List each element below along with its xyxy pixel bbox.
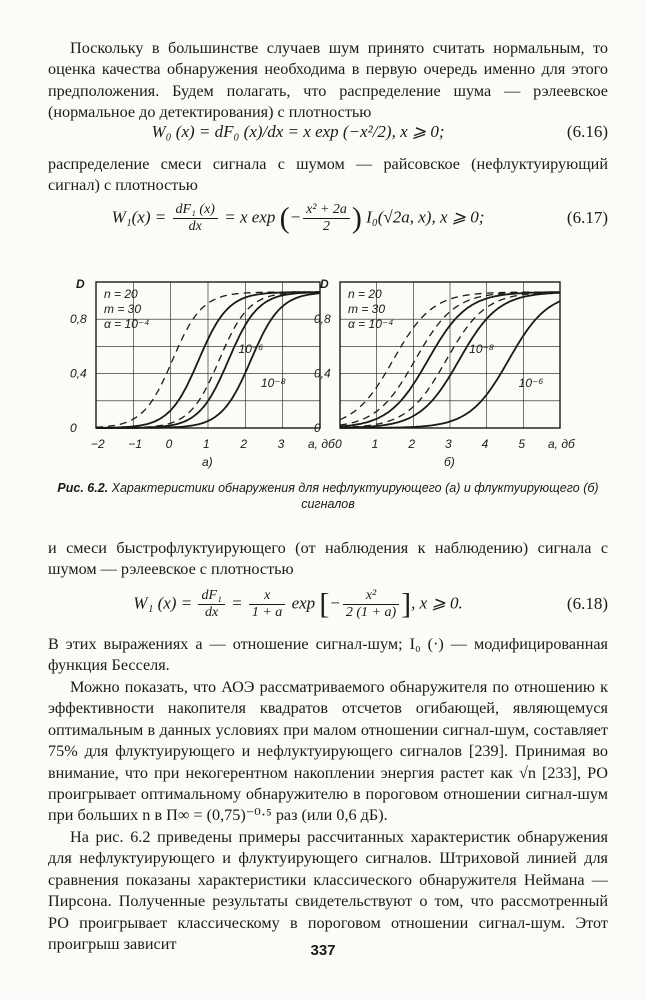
- x-tick-label: 0: [165, 437, 173, 451]
- curve-label: 10⁻⁶: [518, 376, 544, 391]
- equation-number: (6.18): [566, 594, 608, 613]
- curve-label: 10⁻⁸: [469, 342, 495, 357]
- x-tick-label: 5: [518, 437, 526, 451]
- y-axis-label: D: [76, 277, 85, 291]
- eq-equals: =: [231, 593, 243, 613]
- y-tick-label: 0,4: [70, 366, 87, 381]
- eq-tail: I₀(√2a, x), x ⩾ 0;: [366, 207, 485, 227]
- equation-body: W₀ (x) = dF₀ (x)/dx = x exp (−x²/2), x ⩾ 0;: [151, 122, 445, 141]
- eq-fraction: $\frac{\text{x² + 2a}}{2}$: [303, 202, 350, 235]
- eq-mid: = x exp: [224, 207, 276, 227]
- y-tick-label: 0,8: [70, 312, 87, 327]
- y-tick-label: 0: [70, 421, 77, 435]
- panel-sublabel: б): [444, 455, 455, 469]
- paragraph-definitions: В этих выражениях a — отношение сигнал-шум; I₀ (·) — модифицированная функция Бесселя.: [48, 635, 608, 675]
- x-tick-label: 1: [371, 437, 379, 451]
- plot-parameter: α = 10⁻⁴: [104, 317, 150, 331]
- figure-panel-b: [314, 277, 576, 469]
- plot-parameter: m = 30: [348, 302, 386, 316]
- x-tick-label: −2: [91, 437, 105, 451]
- eq-lhs: W₁ (x) =: [133, 593, 193, 613]
- plot-parameter: n = 20: [104, 287, 138, 301]
- eq-fraction: $\frac{\text{dF₁ (x)}}{dx}$: [173, 202, 218, 235]
- plot-parameter: n = 20: [348, 287, 382, 301]
- curve-label: 10⁻⁸: [260, 376, 286, 391]
- x-tick-label: 2: [240, 437, 248, 451]
- y-tick-label: 0: [314, 421, 321, 435]
- caption-label: Рис. 6.2.: [57, 481, 109, 495]
- x-tick-label: 0: [335, 437, 342, 451]
- plot-parameter: α = 10⁻⁴: [348, 317, 394, 331]
- panel-sublabel: а): [202, 455, 213, 469]
- paragraph-fast-fluctuating: и смеси быстрофлуктуирующего (от наблюдения к наблюдению) сигнала с шумом — рэлеевское с плотностью: [48, 539, 608, 579]
- equation-number: (6.16): [566, 122, 608, 141]
- y-tick-label: 0,4: [314, 366, 331, 381]
- x-tick-label: 1: [203, 437, 210, 451]
- x-tick-label: 4: [481, 437, 489, 451]
- page-number: 337: [310, 942, 336, 959]
- x-tick-label: 3: [277, 437, 285, 451]
- plot-parameter: m = 30: [104, 302, 142, 316]
- y-tick-label: 0,8: [314, 312, 331, 327]
- paragraph-figure-discussion: На рис. 6.2 приведены примеры рассчитанных характеристик обнаружения для нефлуктуирующего и флуктуирующего сигналов. Штриховой линией для сравнения показаны характеристики классического обнаружителя Неймана — Пирсона. Полученные результаты свидетельствуют о том, что рассмотренный РО проигрывает классическому в пороговом отношении сигнал-шум. Этот проигрыш зависит: [48, 828, 608, 954]
- eq-fraction: $\frac{x}{1 + a}$: [249, 588, 285, 621]
- figure-panel-a: [70, 277, 336, 469]
- x-tick-label: 2: [408, 437, 416, 451]
- paragraph-intro: Поскольку в большинстве случаев шум принято считать нормальным, то оценка качества обнаружения необходима в первую очередь именно для этого предположения. Будем полагать, что распределение шума — рэлеевское (нормальное до детектирования) с плотностью: [48, 39, 608, 122]
- x-axis-label: а, дб: [548, 437, 575, 451]
- x-tick-label: −1: [128, 437, 143, 451]
- eq-tail: , x ⩾ 0.: [411, 593, 463, 613]
- equation-6-17: W₁(x) = $\frac{\text{dF₁ (x)}}{dx}$ = x exp (− $\frac{\text{x² + 2a}}{2}$ ) I₀(√2a, x), x ⩾ 0; (6.17): [111, 201, 608, 235]
- caption-text: Характеристики обнаружения для нефлуктуирующего (а) и флуктуирующего (б) сигналов: [111, 481, 599, 511]
- equation-6-18: W₁ (x) = $\frac{\text{dF₁}}{dx}$ = $\frac{x}{1 + a}$ exp [− $\frac{\text{x²}}{2 (1 + a)}$ ], x ⩾ 0. (6.18): [133, 587, 608, 621]
- paragraph-efficiency: Можно показать, что АОЭ рассматриваемого обнаружителя по отношению к эффективности накопителя квадратов отсчетов огибающей, являющемуся оптимальным в данных условиях при малом отношении сигнал-шум, составляет 75% для флуктуирующего и нефлуктуирующего сигналов [239]. Принимая во внимание, что при некогерентном накоплении энергия растет как √n [233], РО проигрывает оптимальному обнаружителю в пороговом отношении сигнал-шум при больших n в П∞ = (0,75)⁻⁰·⁵ раз (или 0,6 дБ).: [48, 678, 608, 825]
- figure-caption: [48, 480, 608, 512]
- curve-label: 10⁻⁶: [238, 342, 264, 357]
- eq-fraction: $\frac{\text{dF₁}}{dx}$: [198, 588, 224, 621]
- y-axis-label: D: [320, 277, 329, 291]
- eq-exp: exp: [291, 593, 316, 613]
- eq-fraction: $\frac{\text{x²}}{2 (1 + a)}$: [343, 588, 399, 621]
- eq-lhs: W₁(x) =: [111, 207, 167, 227]
- x-tick-label: 3: [445, 437, 452, 451]
- paragraph-rice: распределение смеси сигнала с шумом — райсовское (нефлуктуирующий сигнал) с плотностью: [48, 155, 608, 195]
- x-axis-label: а, дб: [308, 437, 335, 451]
- equation-number: (6.17): [566, 208, 608, 227]
